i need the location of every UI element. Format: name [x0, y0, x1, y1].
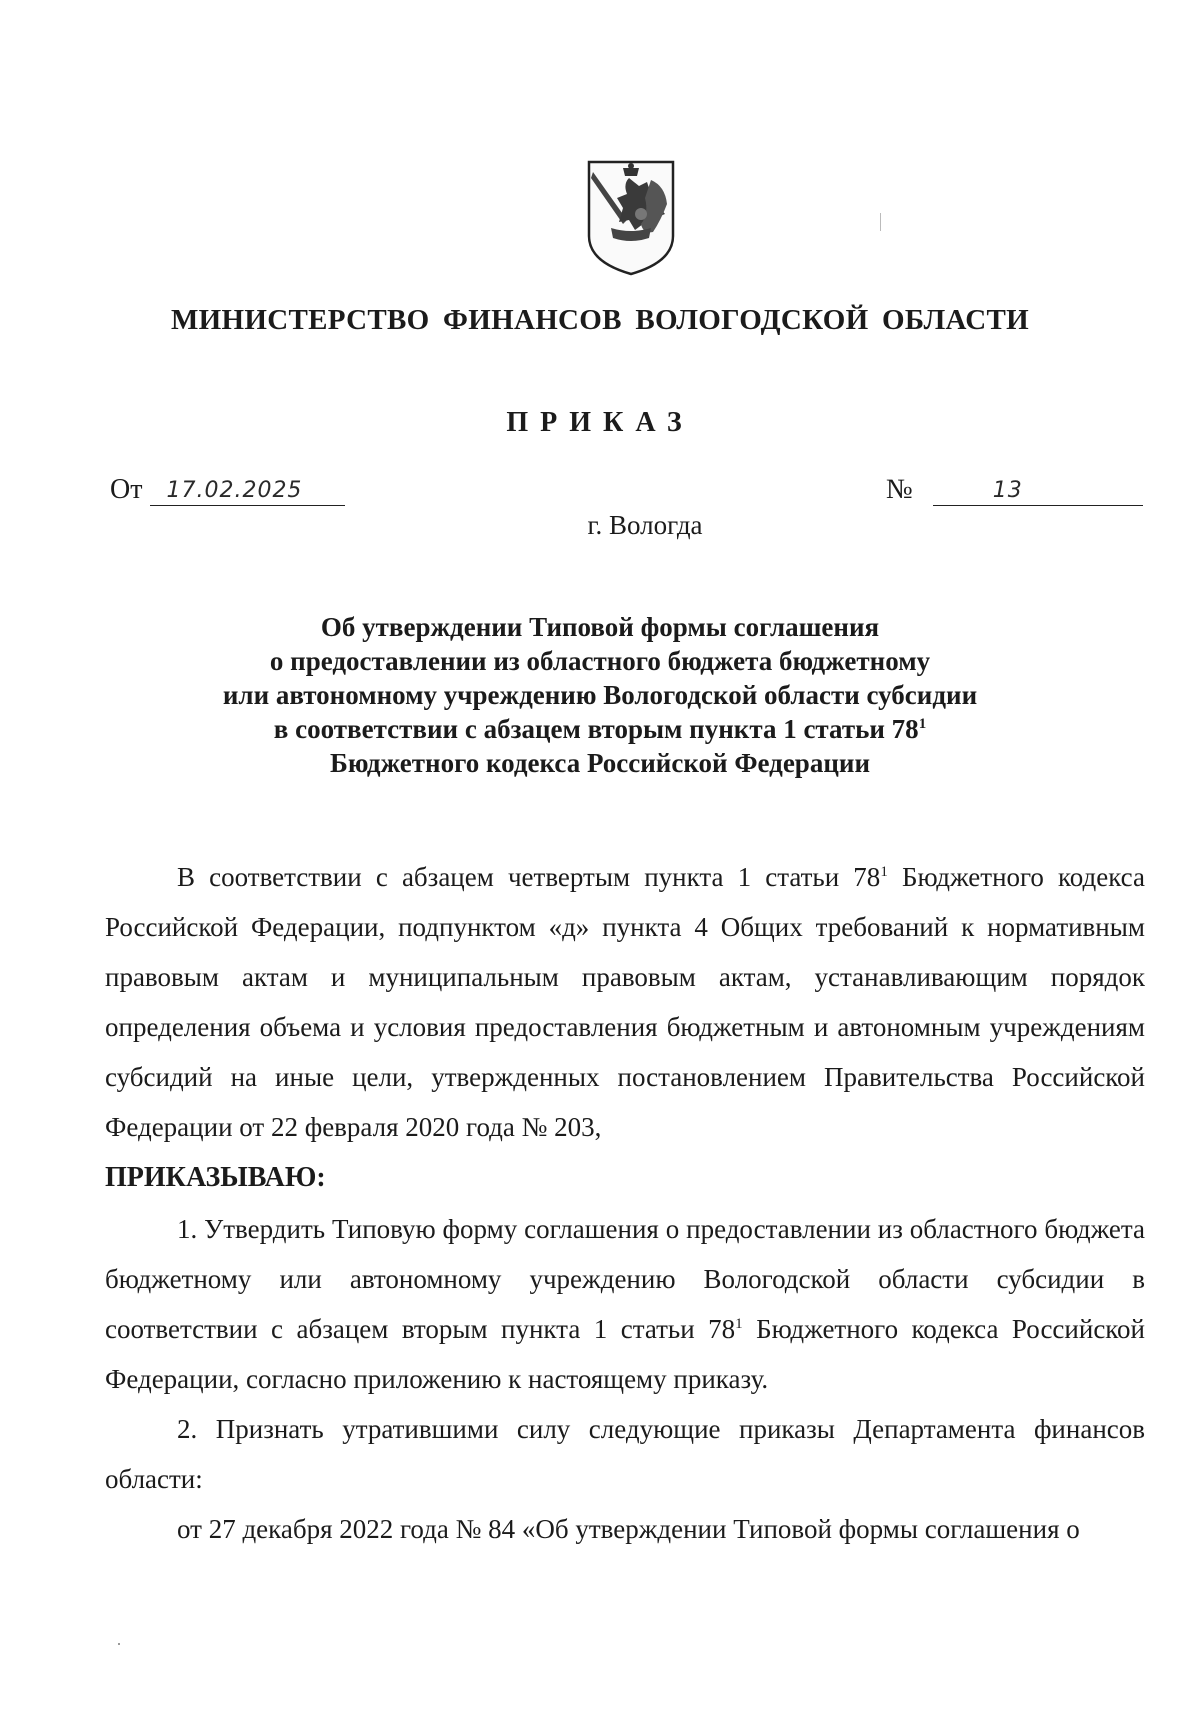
superscript: 1: [735, 1316, 743, 1332]
city: г. Вологда: [587, 510, 703, 540]
subject-line: о предоставлении из областного бюджета бюджетному: [269, 646, 931, 676]
preamble-text: В соответствии с абзацем четвертым пункта 1 статьи 78: [177, 862, 881, 892]
subject-line: [0, 712, 1200, 746]
clause-text: Бюджетного кодекса Российской Федерации, согласно приложению к настоящему приказу.: [105, 1314, 1145, 1394]
number-underline: [933, 475, 1143, 506]
subject-line: Бюджетного кодекса Российской Федерации: [329, 748, 870, 778]
superscript: 1: [880, 864, 888, 880]
ministry-name: МИНИСТЕРСТВО ФИНАНСОВ ВОЛОГОДСКОЙ ОБЛАСТИ: [170, 304, 1030, 336]
preamble-text: Бюджетного кодекса Российской Федерации, подпунктом «д» пункта 4 Общих требований к нормативным правовым актам и муниципальным правовым актам, устанавливающим порядок определения объема и условия предоставления бюджетным и автономным учреждениям субсидий на иные цели, утвержденных постановлением Правительства Российской Федерации от 22 февраля 2020 года № 203,: [105, 862, 1145, 1142]
date-prefix: От: [110, 474, 143, 505]
document-type: ПРИКАЗ: [506, 407, 694, 438]
subject-line: Об утверждении Типовой формы соглашения: [320, 612, 880, 642]
date-field: [110, 474, 345, 506]
preamble-paragraph: [105, 852, 1145, 1152]
subject-line: или автономному учреждению Вологодской области субсидии: [222, 680, 978, 710]
document-body: [105, 852, 1145, 1554]
clause-text: 1. Утвердить Типовую форму соглашения о предоставлении из областного бюджета бюджетному или автономному учреждению Вологодской области субсидии в соответствии с абзацем вторым пункта 1 статьи 78: [105, 1214, 1145, 1344]
handwritten-date: 17.02.2025: [166, 478, 303, 503]
number-field: [886, 474, 1143, 506]
superscript: 1: [918, 716, 927, 732]
clause-2-subitem: от 27 декабря 2022 года № 84 «Об утверждении Типовой формы соглашения о: [177, 1514, 1080, 1544]
clause-2: 2. Признать утратившими силу следующие приказы Департамента финансов области:: [105, 1414, 1145, 1494]
scan-speck: [118, 1643, 120, 1645]
handwritten-number: 13: [992, 478, 1023, 503]
number-prefix: №: [886, 474, 913, 505]
document-subject: [0, 610, 1200, 780]
scan-mark: [880, 213, 881, 231]
date-underline: [150, 475, 345, 506]
coat-of-arms-icon: [583, 158, 679, 278]
subject-text: в соответствии с абзацем вторым пункта 1 статьи 78: [273, 714, 919, 744]
clause-1: [105, 1204, 1145, 1404]
decree-heading: ПРИКАЗЫВАЮ:: [105, 1162, 326, 1193]
